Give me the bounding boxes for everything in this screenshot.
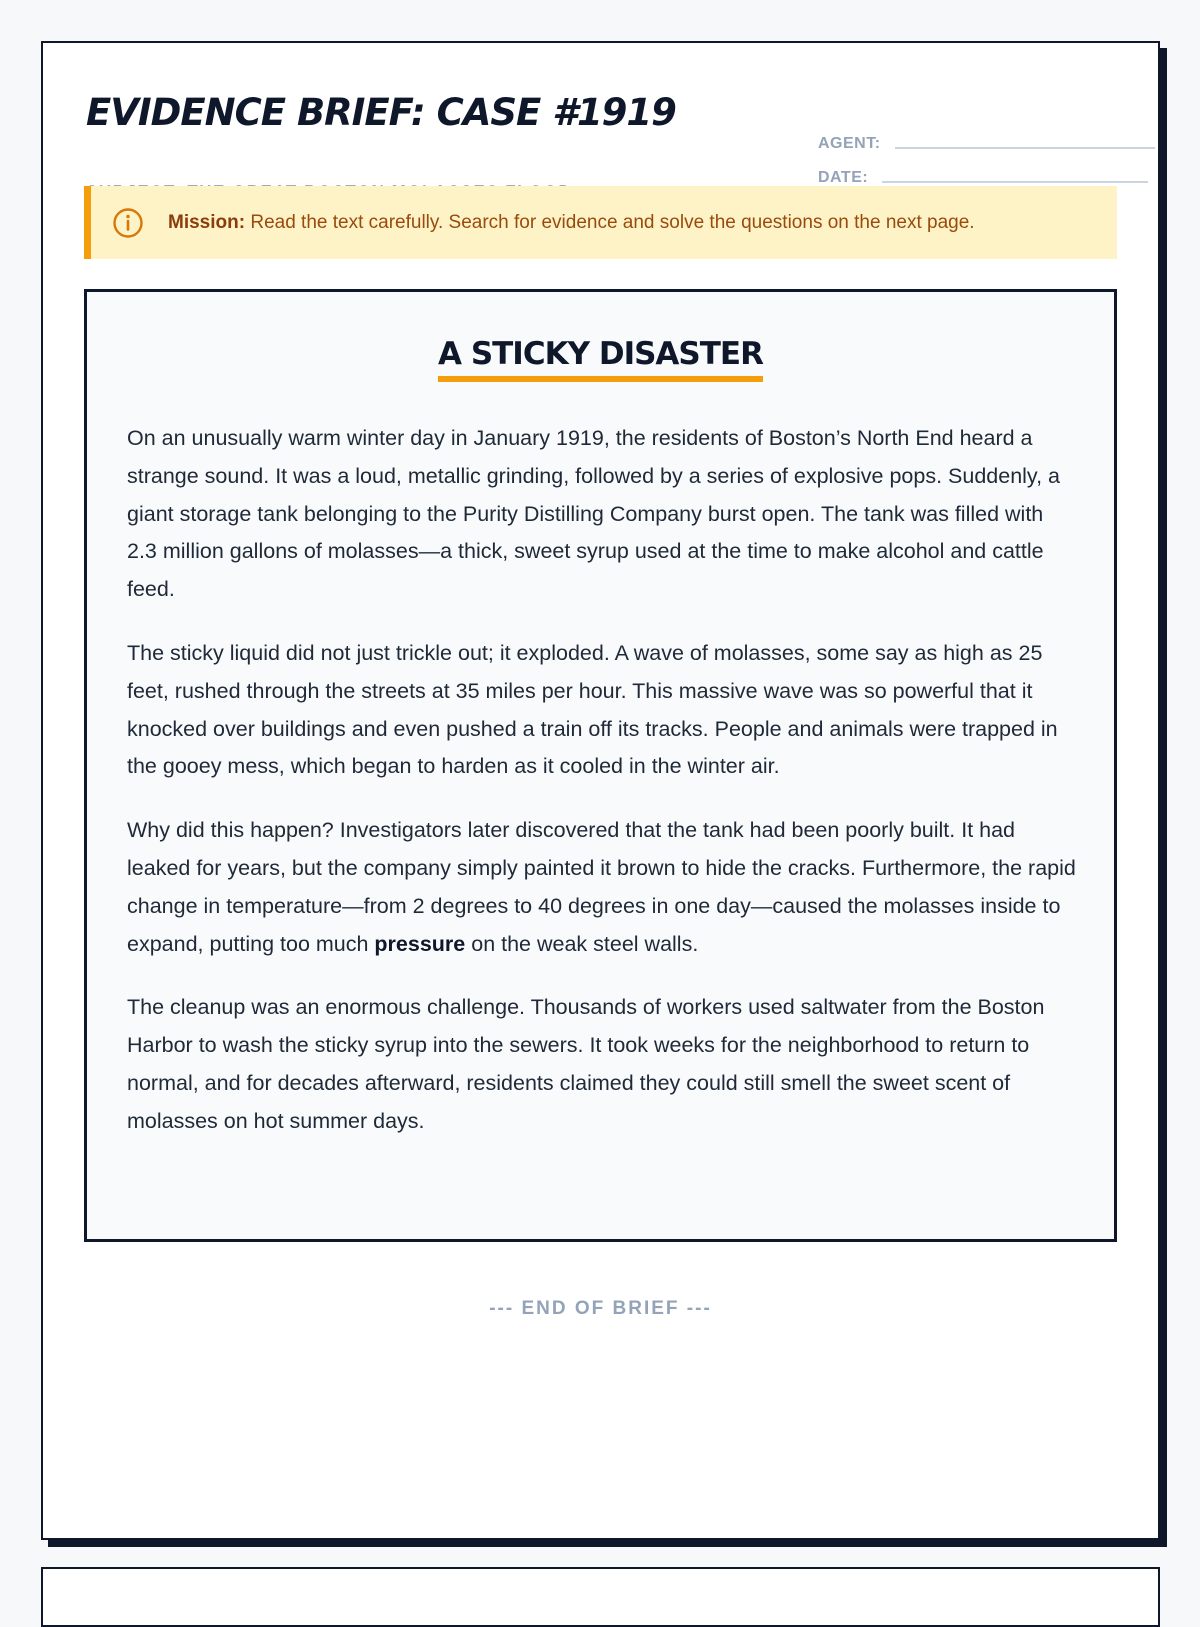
next-page-edge — [41, 1567, 1160, 1627]
info-icon — [112, 207, 144, 239]
agent-field[interactable] — [818, 135, 1155, 153]
date-field[interactable] — [818, 169, 1148, 187]
article-box — [84, 289, 1117, 1242]
mission-label: Mission: — [168, 211, 246, 233]
agent-label: AGENT: — [818, 135, 881, 152]
page-title: EVIDENCE BRIEF: CASE #1919 — [86, 91, 676, 134]
article-body — [127, 420, 1077, 1167]
agent-input-line[interactable] — [895, 147, 1155, 149]
worksheet-page — [41, 41, 1160, 1540]
article-paragraph-4: The cleanup was an enormous challenge. Thousands of workers used saltwater from the Boston Harbor to wash the sticky syrup into the sewers. It took weeks for the neighborhood to return to normal, and for decades afterward, residents claimed they could still smell the sweet scent of molasses on hot summer days. — [127, 995, 1045, 1133]
article-paragraph-3: Why did this happen? Investigators later discovered that the tank had been poorly built. It had leaked for years, but the company simply painted it brown to hide the cracks. Furthermore, the rapid change in temperature—from 2 degrees to 40 degrees in one day—caused the molasses inside to expand, putting too much pressure on the weak steel walls. — [127, 818, 1076, 956]
page-header — [86, 91, 1116, 186]
article-headline: A STICKY DISASTER — [438, 336, 763, 382]
mission-callout — [84, 186, 1117, 259]
end-of-brief: --- END OF BRIEF --- — [489, 1298, 712, 1319]
date-input-line[interactable] — [882, 181, 1148, 183]
mission-text — [168, 212, 975, 234]
article-paragraph-2: The sticky liquid did not just trickle out; it exploded. A wave of molasses, some say as high as 25 feet, rushed through the streets at 35 miles per hour. This massive wave was so powerful that it knocked over buildings and even pushed a train off its tracks. People and animals were trapped in the gooey mess, which began to harden as it cooled in the winter air. — [127, 640, 1058, 779]
article-paragraph-1: On an unusually warm winter day in January 1919, the residents of Boston’s North End heard a strange sound. It was a loud, metallic grinding, followed by a series of explosive pops. Suddenly, a giant storage tank belonging to the Purity Distilling Company burst open. The tank was filled with 2.3 million gallons of molasses—a thick, sweet syrup used at the time to make alcohol and cattle feed. — [127, 426, 1060, 602]
keyword-pressure: pressure — [374, 931, 466, 956]
date-label: DATE: — [818, 169, 869, 186]
mission-instructions: Read the text carefully. Search for evidence and solve the questions on the next page. — [245, 211, 975, 233]
